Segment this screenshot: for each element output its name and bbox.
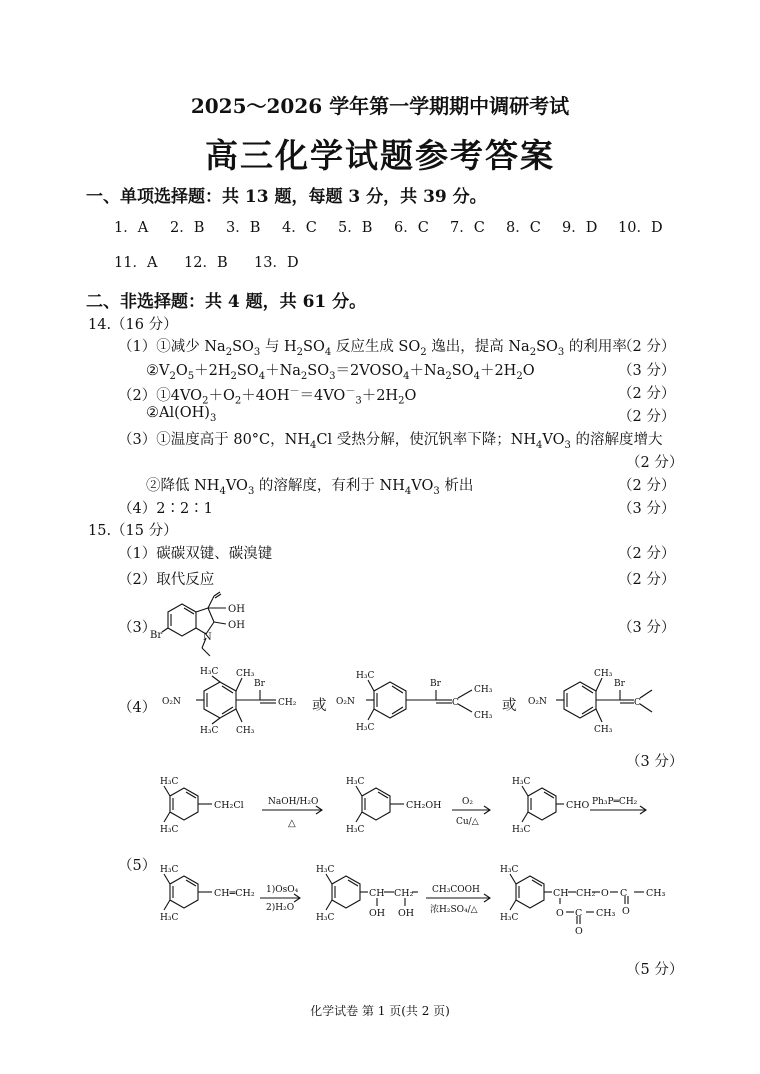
sub: 4 [473,370,480,382]
text: VO [542,432,565,448]
text: ②Al(OH) [146,405,210,421]
h3c-label: H₃C [160,913,179,923]
text: SO [232,339,254,355]
text: 的溶解度，有利于 NH [254,478,405,494]
ch3-label: CH₃ [596,908,616,919]
text: ＋Na [409,363,446,379]
q15-part2 [118,568,214,589]
sub: 2 [445,370,452,382]
sub: 5 [187,370,195,382]
sub: 2 [529,346,537,358]
reagent-5: CH₃COOH [432,885,480,895]
text: SO [307,363,330,379]
reagent-1: NaOH/H₂O [268,797,319,807]
text: O [522,363,535,379]
text: ＋Na [265,363,301,379]
q14-part2b [146,405,216,424]
br-label: Br [430,679,441,689]
ch3-label: CH₃ [594,725,613,735]
sub: 2 [225,346,233,358]
q14-part3a [118,428,663,451]
text: 与 H [260,339,297,355]
part-number: （3） [118,620,157,636]
mc-answer: 6．C [394,220,429,236]
q14-part1a [118,335,627,358]
h3c-label: H₃C [160,825,179,835]
h3c-label: H₃C [200,667,219,677]
h3c-label: H₃C [356,671,375,681]
part-number: （2） [118,572,157,588]
text: ＋2H [479,363,517,379]
h3c-label: H₃C [356,723,375,733]
vinyl-label: CH═CH₂ [214,888,255,899]
h3c-label: H₃C [512,825,531,835]
score: （5 分） [626,962,684,978]
h3c-label: H₃C [160,865,179,875]
mc-answer: 3．B [226,220,261,236]
mc-answer: 13．D [254,255,299,271]
text: SO [451,363,474,379]
reagent-4: 1)OsO₄ [266,885,299,895]
sub: 4 [324,346,332,358]
h3c-label: H₃C [316,913,335,923]
text: 2∶2∶1 [156,501,213,517]
text: ②V [146,363,170,379]
br-label: Br [150,630,163,641]
h3c-label: H₃C [500,913,519,923]
ch3-label: CH₃ [236,726,255,736]
no2-label: O₂N [336,697,355,707]
text: 取代反应 [156,572,215,588]
sub: 3 [557,346,565,358]
text: 反应生成 SO [331,339,421,355]
sub: 3 [253,346,261,358]
score: （2 分） [618,409,676,425]
sub: 3 [433,485,440,497]
mc-answer: 10．D [618,220,663,236]
sub: 4 [403,370,410,382]
n-label: N [203,632,212,643]
mc-answer: 7．C [450,220,485,236]
score: （3 分） [618,620,676,636]
ch-label: CH [369,888,385,899]
q14-part4 [118,497,213,518]
text: ②降低 NH [146,478,220,494]
text: ①减少 Na [156,339,226,355]
mc-answer: 4．C [282,220,317,236]
c-label: C [620,888,628,899]
score: （2 分） [618,546,676,562]
text: ＝4VO [299,387,346,404]
c-label: C [452,698,459,708]
h3c-label: H₃C [346,777,365,787]
text: SO [536,339,558,355]
q15-part1 [118,542,272,563]
sub: 4 [309,439,317,451]
o-label: O [556,908,564,919]
sub: 4 [536,439,543,451]
section1-heading: 一、单项选择题：共 13 题，每题 3 分，共 39 分。 [86,187,487,207]
ch3-label: CH₃ [594,669,613,679]
text: O [404,387,417,404]
sub: 3 [564,439,571,451]
h3c-label: H₃C [316,865,335,875]
q14-heading: 14.（16 分） [88,317,178,333]
oh-label: OH [228,620,245,631]
sub: 2 [202,395,209,407]
o-label: O [601,888,609,899]
sub: 2 [230,370,237,382]
doc-title: 高三化学试题参考答案 [205,136,555,175]
sup: － [345,386,356,397]
ch3-label: CH₃ [236,669,255,679]
mc-answer: 8．C [506,220,541,236]
text: SO [303,339,325,355]
ch2-label: CH₂ [394,888,414,899]
text: ＝2VOSO [335,363,404,379]
sub: 2 [516,370,523,382]
text: ①4VO [156,387,203,404]
mc-answer: 12．B [184,255,228,271]
mc-answer: 1．A [114,220,149,236]
sub: 3 [247,485,255,497]
text: VO [411,478,434,494]
text: ＋4OH [241,387,290,404]
or-text: 或 [312,698,327,714]
text: 逸出，提高 Na [426,339,530,355]
q14-part1b [146,359,535,382]
sub: 3 [329,370,336,382]
part-number: （4） [118,501,157,517]
c-label: C [634,698,641,708]
structure-q15-4b [332,666,502,744]
text: 的溶解度增大 [570,432,663,448]
part-number: （2） [118,387,157,404]
text: ＋2H [194,363,231,379]
part-number: （1） [118,546,157,562]
score: （3 分） [618,363,676,379]
q15-heading: 15.（15 分） [88,523,178,539]
text: 碳碳双键、碳溴键 [156,546,273,562]
text: SO [236,363,259,379]
no2-label: O₂N [162,697,181,707]
exam-title: 2025～2026 学年第一学期期中调研考试 [190,94,570,118]
reagent-2: O₂ [462,797,473,807]
h3c-label: H₃C [160,777,179,787]
text: ＋O [208,387,235,404]
ch2oh-label: CH₂OH [406,800,442,811]
q14-part2a [118,382,416,407]
c-label: C [575,908,583,919]
text: VO [225,478,248,494]
sub: 2 [398,395,405,407]
synthesis-row-1 [150,770,660,850]
br-label: Br [614,679,625,689]
score: （2 分） [626,455,684,471]
ch3-label: CH₃ [646,888,666,899]
sub: 2 [300,370,308,382]
text: Cl 受热分解，使沉钒率下降；NH [316,432,537,448]
part-number: （1） [118,339,157,355]
part-number: （3） [118,432,157,448]
or-text: 或 [502,698,517,714]
section2-heading: 二、非选择题：共 4 题，共 61 分。 [86,292,367,312]
synthesis-row-2 [150,858,710,948]
ch-label: CH [553,888,569,899]
h3c-label: H₃C [200,726,219,736]
reagent-4-cond: 2)H₂O [266,903,295,913]
score: （3 分） [626,754,684,770]
reagent-3: Ph₃P═CH₂ [592,797,638,807]
sup: － [289,386,300,397]
q14-part3b [146,474,473,497]
structure-q15-3 [150,590,270,662]
text: 析出 [439,478,474,494]
reagent-5-cond: 浓H₂SO₄/△ [430,905,478,915]
ch2cl-label: CH₂Cl [214,800,244,811]
mc-answer: 11．A [114,255,158,271]
ch2-label: CH₂ [576,888,596,899]
text: 的利用率 [564,339,627,355]
sub: 2 [234,395,242,407]
ch3-label: CH₃ [474,711,493,721]
mc-answer: 5．B [338,220,373,236]
score: （2 分） [618,572,676,588]
oh-label: OH [369,908,386,919]
ch3-label: CH₃ [474,685,493,695]
sub: 4 [404,485,412,497]
score: （2 分） [618,478,676,494]
mc-answer: 9．D [562,220,598,236]
o-label: O [622,906,630,917]
o-label: O [575,926,583,937]
oh-label: OH [398,908,415,919]
part-number: （5） [118,858,157,874]
text: ＋2H [361,387,399,404]
sub: 2 [420,346,427,358]
oh-label: OH [228,604,245,615]
text: O [175,363,188,379]
cho-label: CHO [566,800,590,811]
reagent-2-cond: Cu/△ [456,817,479,827]
part-number: （4） [118,700,157,716]
score: （3 分） [618,501,676,517]
score: （2 分） [618,339,676,355]
sub: 3 [209,412,217,424]
reagent-1-cond: △ [288,818,296,829]
score: （2 分） [618,386,676,402]
sub: 2 [296,346,304,358]
sub: 4 [258,370,266,382]
structure-q15-4a [158,666,318,744]
h3c-label: H₃C [512,777,531,787]
structure-q15-4c [524,666,684,744]
br-label: Br [254,679,265,689]
text: ①温度高于 80°C，NH [156,432,310,448]
sub: 3 [355,395,362,407]
h3c-label: H₃C [346,825,365,835]
h3c-label: H₃C [500,865,519,875]
page-footer: 化学试卷 第 1 页(共 2 页) [310,1004,450,1018]
mc-answer: 2．B [170,220,205,236]
sub: 4 [219,485,226,497]
sub: 2 [169,370,176,382]
ch2-label: CH₂ [278,698,297,708]
no2-label: O₂N [528,697,547,707]
